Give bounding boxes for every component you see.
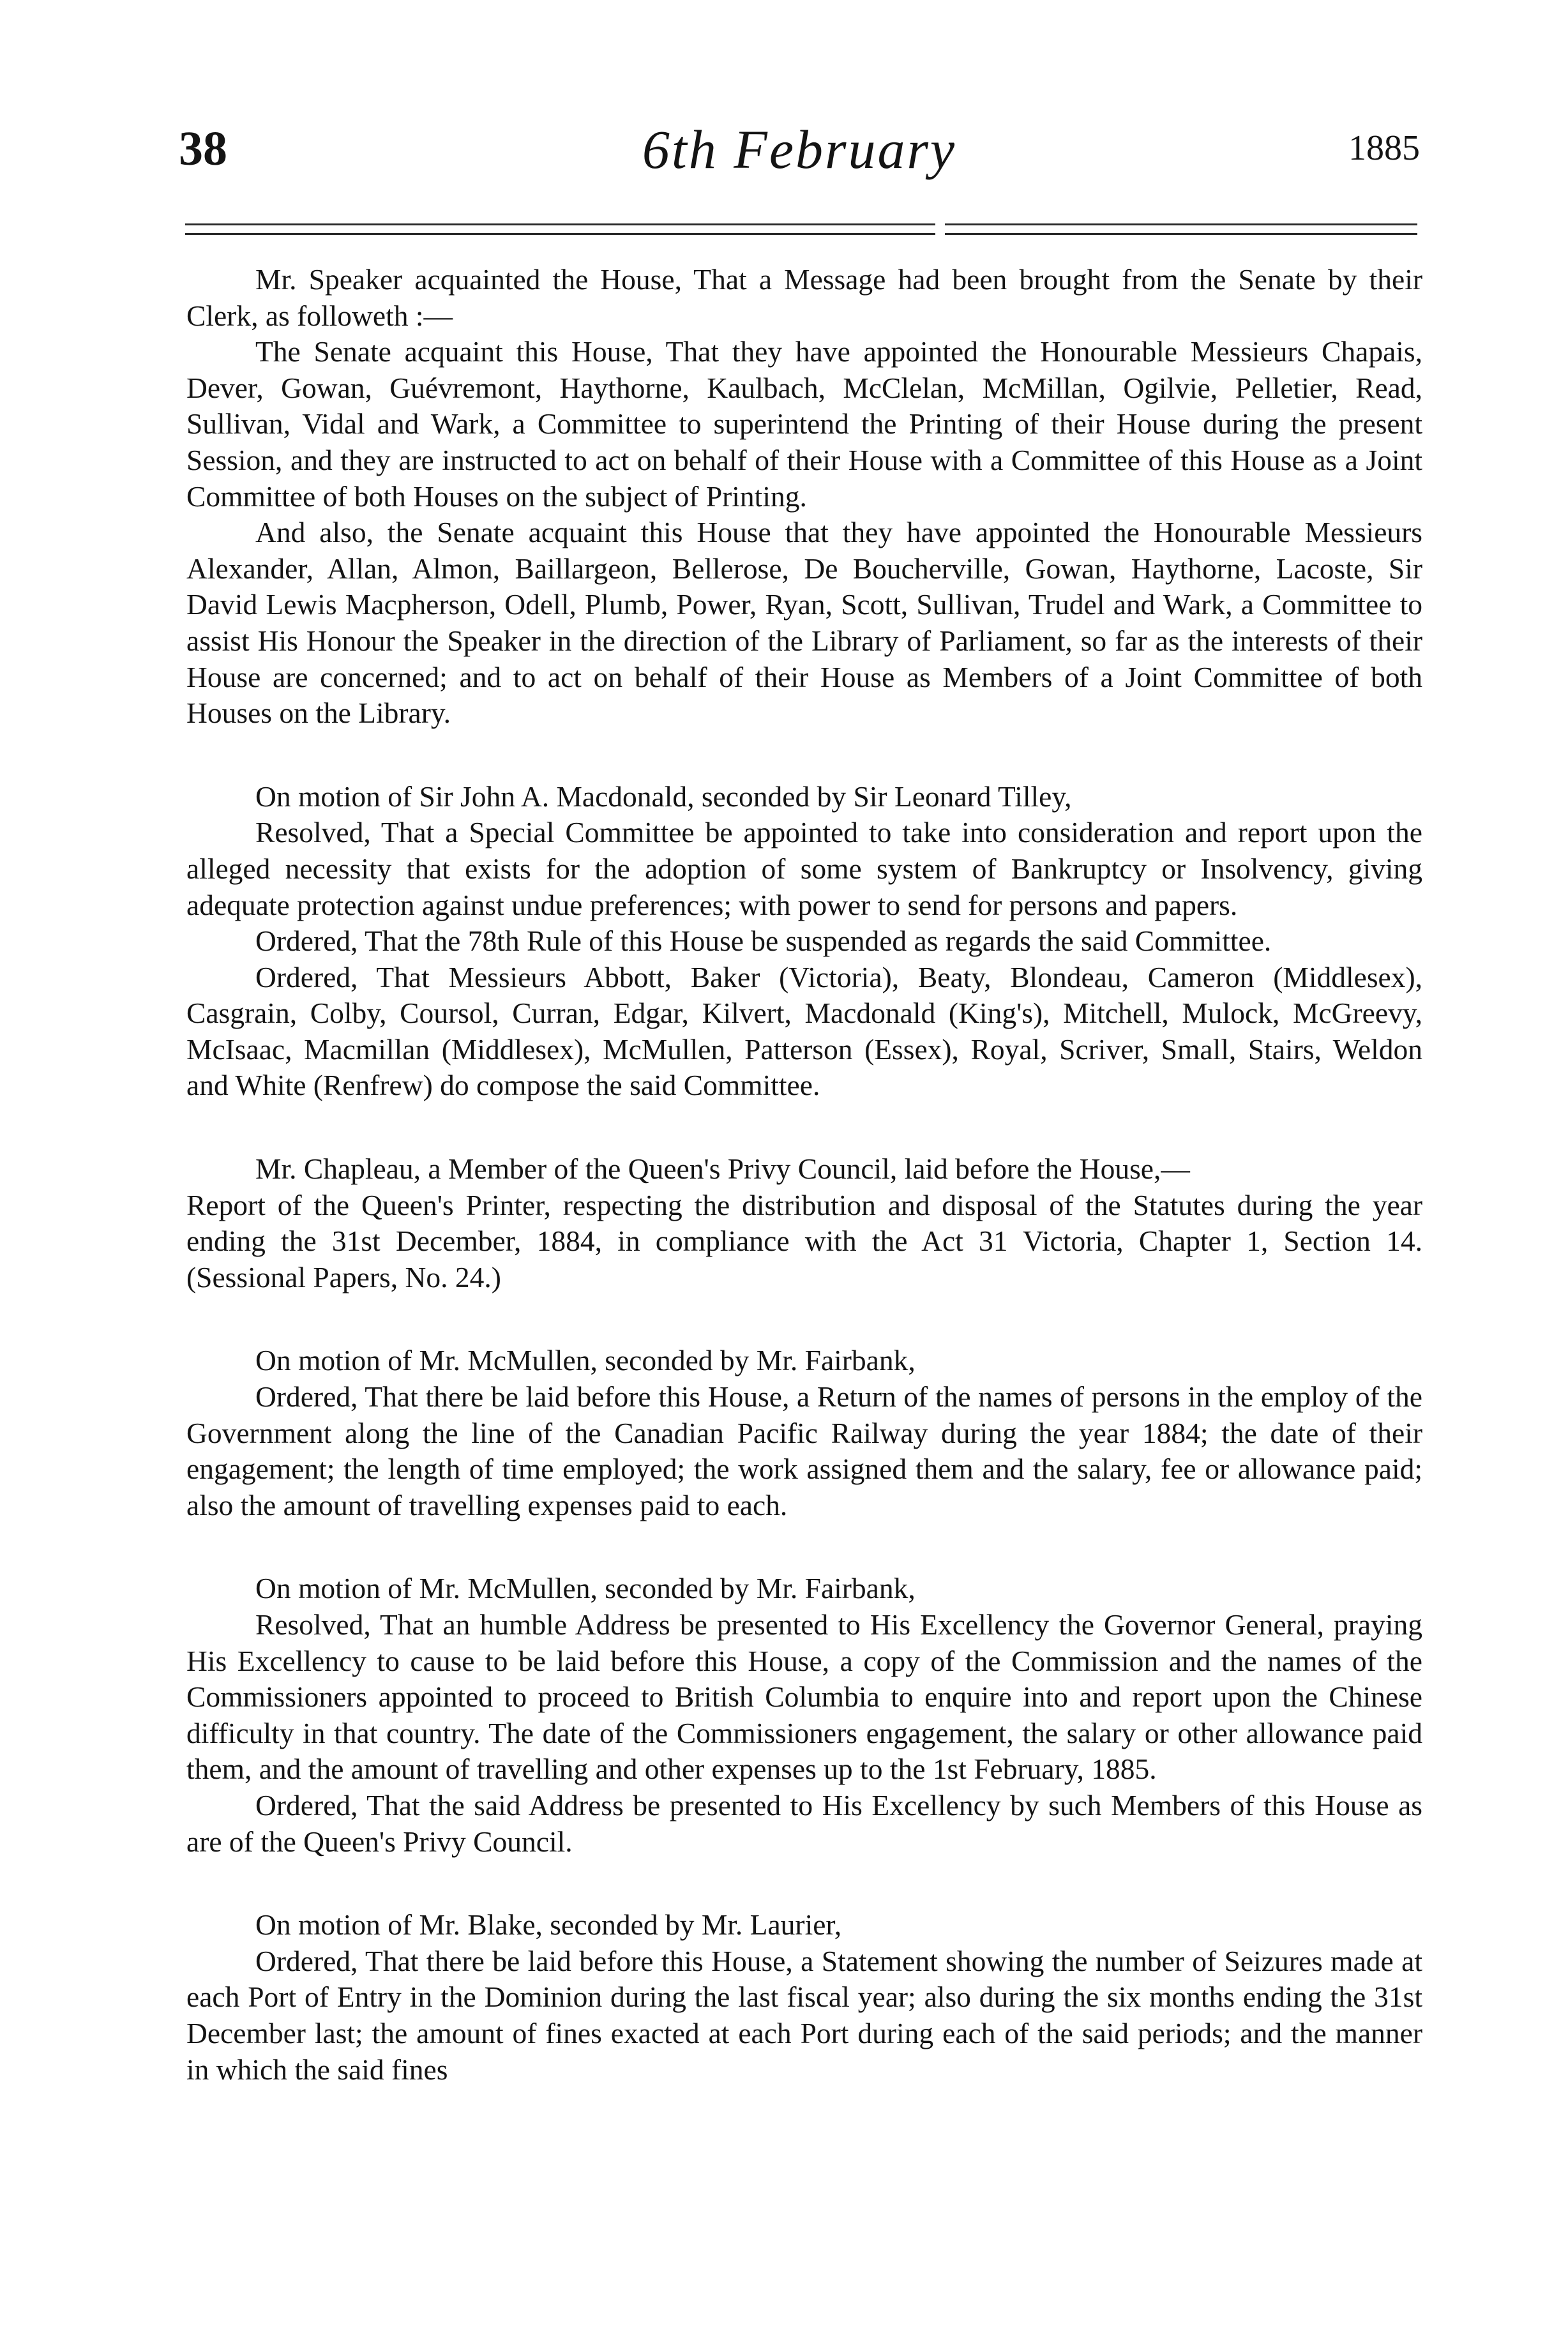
paragraph: Ordered, That there be laid before this House, a Return of the names of persons in the employ of the Government along the line of the Canadian Pacific Railway during the year 1884; the date of their engagement; the length of time employed; the work assigned them and the salary, fee or allowance paid; also the amount of travelling expenses paid to each. — [186, 1380, 1422, 1521]
paragraph: On motion of Mr. Blake, seconded by Mr. Laurier, — [255, 1908, 842, 1942]
paragraph: On motion of Mr. McMullen, seconded by Mr. Fairbank, — [255, 1344, 916, 1377]
page-header — [179, 121, 1420, 192]
paragraph: The Senate acquaint this House, That they have appointed the Honourable Messieurs Chapais, Dever, Gowan, Guévremont, Haythorne, Kaulbach, McClelan, McMillan, Ogilvie, Pelletier, Read, Sullivan, Vidal and Wark, a Committee to superintend the Printing of their House during the present Session, and they are instructed to act on behalf of their House with a Committee of this House as a Joint Committee of both Houses on the subject of Printing. — [186, 335, 1422, 513]
paragraph: Mr. Chapleau, a Member of the Queen's Privy Council, laid before the House,— — [255, 1152, 1190, 1186]
paragraph: Report of the Queen's Printer, respecting the distribution and disposal of the Statutes during the year ending the 31st December, 1884, in compliance with the Act 31 Victoria, Chapter 1, Section 14. (Sessional Papers, No. 24.) — [186, 1188, 1422, 1293]
header-rule-right — [945, 223, 1417, 235]
paragraph: Resolved, That an humble Address be presented to His Excellency the Governor General, praying His Excellency to cause to be laid before this House, a copy of the Commission and the names of the Commissioners appointed to proceed to British Columbia to enquire into and report upon the Chinese difficulty in that country. The date of the Commissioners engagement, the salary or other allowance paid them, and the amount of travelling and other expenses up to the 1st February, 1885. — [186, 1608, 1422, 1786]
paragraph: On motion of Mr. McMullen, seconded by Mr. Fairbank, — [255, 1572, 916, 1605]
page-number: 38 — [179, 122, 227, 176]
paragraph: Mr. Speaker acquainted the House, That a Message had been brought from the Senate by their Clerk, as followeth :— — [186, 263, 1422, 332]
paragraph: And also, the Senate acquaint this House that they have appointed the Honourable Messieurs Alexander, Allan, Almon, Baillargeon, Bellerose, De Boucherville, Gowan, Haythorne, Lacoste, Sir David Lewis Macpherson, Odell, Plumb, Power, Ryan, Scott, Sullivan, Trudel and Wark, a Committee to assist His Honour the Speaker in the direction of the Library of Parliament, so far as the interests of their House are concerned; and to act on behalf of their House as Members of a Joint Committee of both Houses on the Library. — [186, 516, 1422, 730]
paragraph: Ordered, That the said Address be presented to His Excellency by such Members of this House as are of the Queen's Privy Council. — [186, 1788, 1422, 1858]
paragraph: On motion of Sir John A. Macdonald, seconded by Sir Leonard Tilley, — [255, 780, 1072, 813]
paragraph: Ordered, That there be laid before this House, a Statement showing the number of Seizures made at each Port of Entry in the Dominion during the last fiscal year; also during the six months ending the 31st December last; the amount of fines exacted at each Port during each of the said periods; and the manner in which the said fines — [186, 1944, 1422, 2086]
header-rule-left — [185, 223, 935, 235]
paragraph: Resolved, That a Special Committee be appointed to take into consideration and report upon the alleged necessity that exists for the adoption of some system of Bankruptcy or Insolvency, giving adequate protection against undue preferences; with power to send for persons and papers. — [186, 816, 1422, 921]
page-year: 1885 — [1348, 128, 1420, 168]
page-date-title: 6th February — [642, 119, 957, 180]
paragraph: Ordered, That the 78th Rule of this House be suspended as regards the said Committee. — [255, 924, 1272, 958]
paragraph: Ordered, That Messieurs Abbott, Baker (Victoria), Beaty, Blondeau, Cameron (Middlesex), Casgrain, Colby, Coursol, Curran, Edgar, Kilvert, Macdonald (King's), Mitchell, Mulock, McGreevy, McIsaac, Macmillan (Middlesex), McMullen, Patterson (Essex), Royal, Scriver, Small, Stairs, Weldon and White (Renfrew) do compose the said Committee. — [186, 960, 1422, 1102]
page-body — [186, 262, 1422, 2088]
